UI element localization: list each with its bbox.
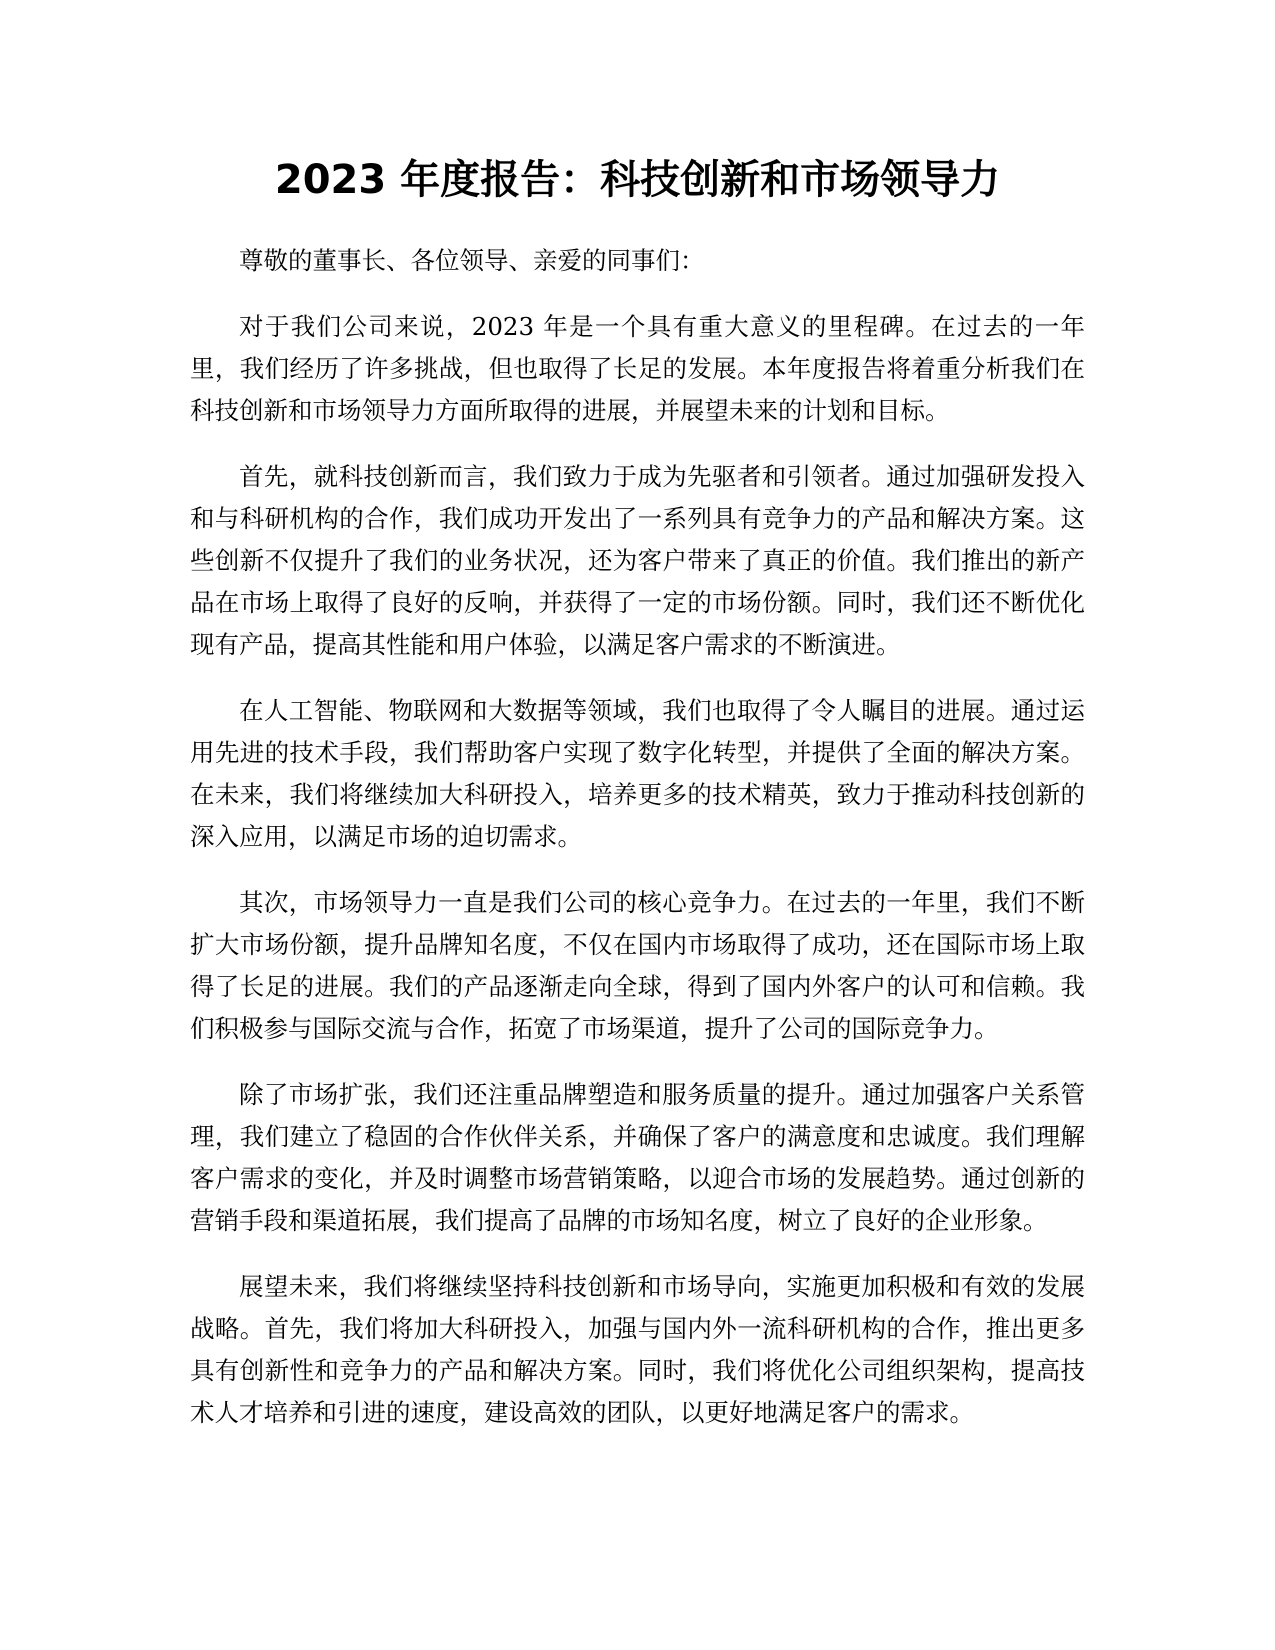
document-body xyxy=(190,240,1085,1458)
document-title: 2023 年度报告：科技创新和市场领导力 xyxy=(274,157,1001,203)
paragraph: 在人工智能、物联网和大数据等领域，我们也取得了令人瞩目的进展。通过运用先进的技术手段，我们帮助客户实现了数字化转型，并提供了全面的解决方案。在未来，我们将继续加大科研投入，培养更多的技术精英，致力于推动科技创新的深入应用，以满足市场的迫切需求。 xyxy=(190,696,1085,851)
paragraph: 展望未来，我们将继续坚持科技创新和市场导向，实施更加积极和有效的发展战略。首先，我们将加大科研投入，加强与国内外一流科研机构的合作，推出更多具有创新性和竞争力的产品和解决方案。同时，我们将优化公司组织架构，提高技术人才培养和引进的速度，建设高效的团队，以更好地满足客户的需求。 xyxy=(190,1272,1085,1427)
paragraph: 首先，就科技创新而言，我们致力于成为先驱者和引领者。通过加强研发投入和与科研机构的合作，我们成功开发出了一系列具有竞争力的产品和解决方案。这些创新不仅提升了我们的业务状况，还为客户带来了真正的价值。我们推出的新产品在市场上取得了良好的反响，并获得了一定的市场份额。同时，我们还不断优化现有产品，提高其性能和用户体验，以满足客户需求的不断演进。 xyxy=(190,462,1085,659)
paragraph: 其次，市场领导力一直是我们公司的核心竞争力。在过去的一年里，我们不断扩大市场份额，提升品牌知名度，不仅在国内市场取得了成功，还在国际市场上取得了长足的进展。我们的产品逐渐走向全球，得到了国内外客户的认可和信赖。我们积极参与国际交流与合作，拓宽了市场渠道，提升了公司的国际竞争力。 xyxy=(190,888,1085,1043)
paragraph: 除了市场扩张，我们还注重品牌塑造和服务质量的提升。通过加强客户关系管理，我们建立了稳固的合作伙伴关系，并确保了客户的满意度和忠诚度。我们理解客户需求的变化，并及时调整市场营销策略，以迎合市场的发展趋势。通过创新的营销手段和渠道拓展，我们提高了品牌的市场知名度，树立了良好的企业形象。 xyxy=(190,1080,1085,1235)
salutation: 尊敬的董事长、各位领导、亲爱的同事们： xyxy=(239,246,705,275)
paragraph: 对于我们公司来说，2023 年是一个具有重大意义的里程碑。在过去的一年里，我们经历了许多挑战，但也取得了长足的发展。本年度报告将着重分析我们在科技创新和市场领导力方面所取得的进展，并展望未来的计划和目标。 xyxy=(190,312,1085,425)
